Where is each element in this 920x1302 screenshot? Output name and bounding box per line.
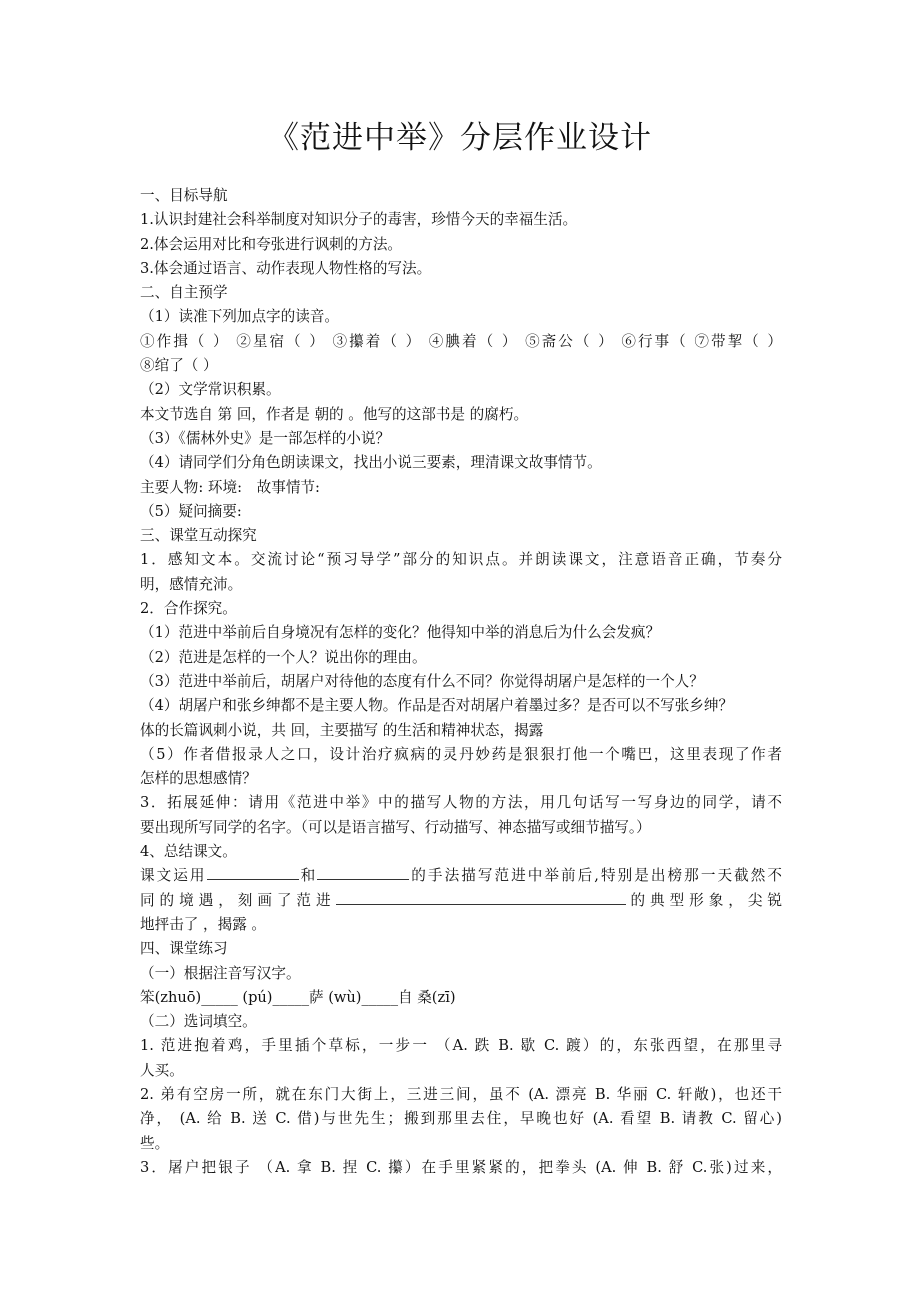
summary-text: 的手法描写范进中举前后,特别是出榜那一天截然不 [409,867,782,885]
goal-1: 1.认识封建社会科举制度对知识分子的毒害，珍惜今天的幸福生活。 [140,211,578,229]
choice-2-cont: 净， (A. 给 B. 送 C. 借)与世先生；搬到那里去住，早晚也好 (A. 看望 B. 请教 C. 留心) [140,1110,782,1128]
blank-field[interactable] [207,865,299,880]
explore-2-q4: （4）胡屠户和张乡绅都不是主要人物。作品是否对胡屠户着墨过多？是否可以不写张乡绅？ [140,697,734,715]
summary-line-2 [140,889,782,913]
choice-1-cont: 人买。 [140,1061,184,1079]
choice-1: 1. 范进抱着鸡，手里插个草标，一步一 （A. 跌 B. 歇 C. 踱）的，东张西望，在那里寻 [140,1037,782,1055]
heading-goals: 一、目标导航 [140,187,228,204]
explore-3-cont: 要出现所写同学的名字。（可以是语言描写、行动描写、神态描写或细节描写。） [140,818,651,836]
novel-fill: 体的长篇讽刺小说，共 回，主要描写 的生活和精神状态，揭露 [140,721,544,739]
summary-text: 的典型形象，尖锐 [625,891,782,909]
literature-fill: 本文节选自 第 回，作者是 朝的 。他写的这部书是 的腐朽。 [140,405,529,423]
explore-1: 1．感知文本。交流讨论“预习导学”部分的知识点。并朗读课文，注意语音正确，节奏分 [140,551,782,569]
explore-2-q5: （5）作者借报录人之口，设计治疗疯病的灵丹妙药是狠狠打他一个嘴巴，这里表现了作者 [140,745,782,763]
blank-field[interactable] [336,890,626,905]
practice-1: （一）根据注音写汉字。 [140,964,301,982]
preview-q2: （2）文学常识积累。 [140,381,281,399]
explore-2-q5-cont: 怎样的思想感情？ [140,770,257,788]
preview-q1: （1）读准下列加点字的读音。 [140,308,340,326]
explore-2-q1: （1）范进中举前后自身境况有怎样的变化？他得知中举的消息后为什么会发疯？ [140,624,661,642]
explore-2: 2．合作探究。 [140,600,237,618]
summary-line-3: 地抨击了 ，揭露 。 [140,915,267,933]
pronunciation-items-cont: ⑧绾了（ ） [140,357,218,375]
explore-3: 3．拓展延伸：请用《范进中举》中的描写人物的方法，用几句话写一写身边的同学，请不 [140,794,782,812]
document-title: 《范进中举》分层作业设计 [268,120,652,156]
blank-field[interactable] [317,865,409,880]
explore-2-q3: （3）范进中举前后，胡屠户对待他的态度有什么不同？你觉得胡屠户是怎样的一个人？ [140,672,704,690]
explore-4: 4、总结课文。 [140,843,237,861]
summary-text: 同的境遇，刻画了范进 [140,891,336,909]
preview-q4: （4）请同学们分角色朗读课文，找出小说三要素，理清课文故事情节。 [140,454,602,472]
practice-2: （二）选词填空。 [140,1013,257,1031]
summary-text: 和 [298,867,318,885]
explore-2-q2: （2）范进是怎样的一个人？说出你的理由。 [140,648,427,666]
summary-text: 课文运用 [140,867,207,885]
heading-practice: 四、课堂练习 [140,940,228,958]
pinyin-fill: 笨(zhuō)_____ (pú)_____萨 (wù)_____自 桑(zī) [140,988,456,1006]
heading-explore: 三、课堂互动探究 [140,527,257,545]
pronunciation-items: ①作揖（ ） ②星宿（ ） ③攥着（ ） ④腆着（ ） ⑤斋公（ ） ⑥行事（ ⑦带挈（ ） [140,332,782,350]
preview-q5: （5）疑问摘要: [140,502,242,520]
document-body [140,184,782,1180]
story-elements: 主要人物: 环境: 故事情节: [140,478,320,496]
choice-2: 2. 弟有空房一所，就在东门大街上，三进三间，虽不 (A. 漂亮 B. 华丽 C. 轩敞)，也还干 [140,1085,782,1103]
summary-line-1 [140,864,782,888]
goal-3: 3.体会通过语言、动作表现人物性格的写法。 [140,259,432,277]
heading-preview: 二、自主预学 [140,284,228,302]
choice-2-end: 些。 [140,1134,170,1152]
explore-1-cont: 明，感情充沛。 [140,575,243,593]
goal-2: 2.体会运用对比和夸张进行讽刺的方法。 [140,235,403,253]
preview-q3: （3）《儒林外史》是一部怎样的小说？ [140,429,391,447]
choice-3: 3．屠户把银子 （A. 拿 B. 捏 C. 攥）在手里紧紧的，把拳头 (A. 伸 B. 舒 C.张)过来， [140,1158,782,1176]
